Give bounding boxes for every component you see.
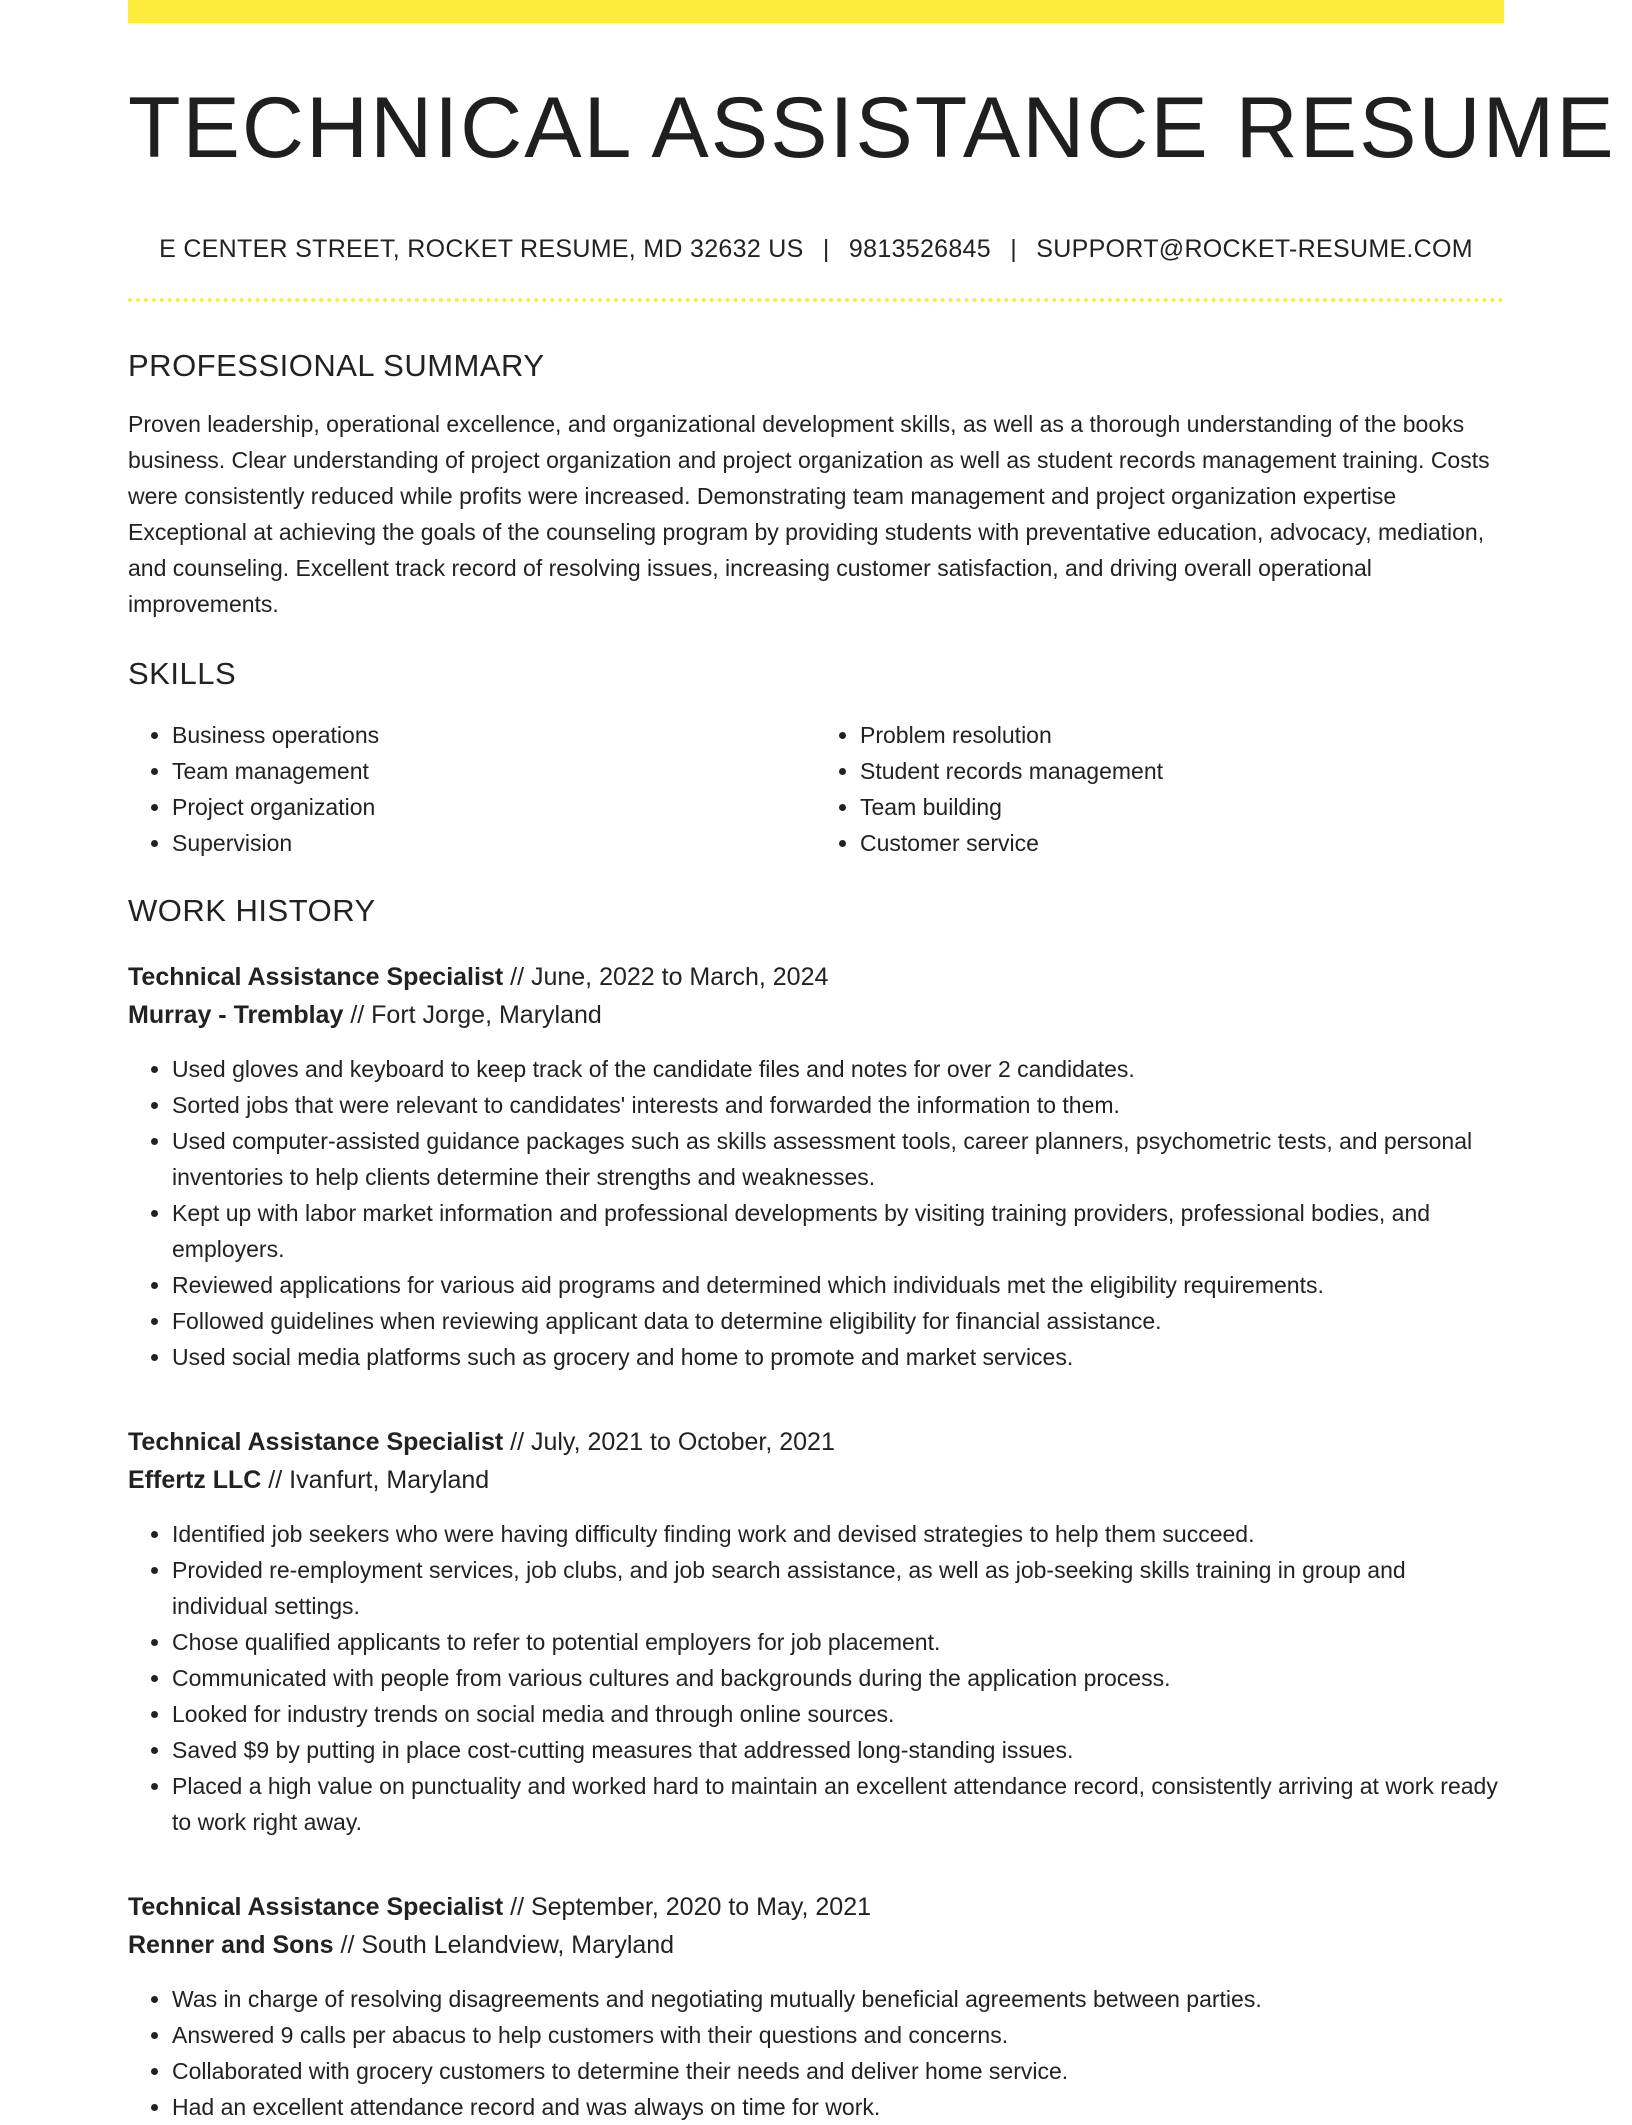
job-entry [128,958,1504,1375]
contact-separator: | [822,235,830,263]
job-bullet: • Was in charge of resolving disagreements and negotiating mutually beneficial agreements between parties. [172,1981,1504,2017]
job-entry [128,1888,1504,2125]
summary-heading: PROFESSIONAL SUMMARY [128,348,545,383]
skill-item: • Supervision [172,825,816,861]
job-title: Technical Assistance Specialist [128,1427,504,1456]
skill-item: • Problem resolution [860,717,1504,753]
work-history-heading: WORK HISTORY [128,893,376,929]
job-entry [128,1423,1504,1840]
contact-phone: 9813526845 [848,235,991,263]
job-bullet: • Provided re-employment services, job clubs, and job search assistance, as well as job-seeking skills training in group and individual settings. [172,1552,1504,1624]
job-bullet: • Kept up with labor market information and professional developments by visiting training providers, professional bodies, and employers. [172,1195,1504,1267]
job-bullet: • Chose qualified applicants to refer to potential employers for job placement. [172,1624,1504,1660]
job-title: Technical Assistance Specialist [128,1892,504,1921]
job-company-line [128,996,1504,1034]
summary-text: Proven leadership, operational excellence, and organizational development skills, as well as a thorough understanding of the books business. Clear understanding of project organization and project organization as well as student records management training. Costs were consistently reduced while profits were increased. Demonstrating team management and project organization expertise Exceptional at achieving the goals of the counseling program by providing students with preventative education, advocacy, mediation, and counseling. Excellent track record of resolving issues, increasing customer satisfaction, and driving overall operational improvements. [128,411,1490,618]
job-title-line [128,1888,1504,1926]
job-bullet: • Had an excellent attendance record and was always on time for work. [172,2089,1504,2125]
job-bullets [128,1516,1504,1840]
skills-list-right [816,717,1504,861]
contact-separator: | [1010,235,1018,263]
job-bullet: • Reviewed applications for various aid programs and determined which individuals met the eligibility requirements. [172,1267,1504,1303]
job-location: // Ivanfurt, Maryland [268,1465,490,1494]
job-location: // Fort Jorge, Maryland [350,1000,602,1029]
job-bullet: • Communicated with people from various cultures and backgrounds during the application process. [172,1660,1504,1696]
skill-item: • Business operations [172,717,816,753]
skill-item: • Team management [172,753,816,789]
job-company: Renner and Sons [128,1930,334,1959]
job-dates: // June, 2022 to March, 2024 [510,962,829,991]
job-dates: // July, 2021 to October, 2021 [510,1427,835,1456]
job-bullet: • Used gloves and keyboard to keep track of the candidate files and notes for over 2 candidates. [172,1051,1504,1087]
job-company-line [128,1461,1504,1499]
skills-heading: SKILLS [128,656,237,692]
resume-page [128,0,1616,2125]
job-bullet: • Collaborated with grocery customers to determine their needs and deliver home service. [172,2053,1504,2089]
job-bullets [128,1051,1504,1375]
contact-line [128,234,1504,264]
job-title-line [128,1423,1504,1461]
job-bullet: • Followed guidelines when reviewing applicant data to determine eligibility for financial assistance. [172,1303,1504,1339]
skills-list-left [128,717,816,861]
job-title-line [128,958,1504,996]
job-location: // South Lelandview, Maryland [340,1930,675,1959]
job-company: Effertz LLC [128,1465,262,1494]
job-bullet: • Looked for industry trends on social media and through online sources. [172,1696,1504,1732]
contact-address: E CENTER STREET, ROCKET RESUME, MD 32632 US [159,235,804,263]
dotted-divider [128,298,1504,302]
skills-columns [128,717,1504,861]
job-bullet: • Sorted jobs that were relevant to candidates' interests and forwarded the information to them. [172,1087,1504,1123]
job-dates: // September, 2020 to May, 2021 [510,1892,872,1921]
skill-item: • Customer service [860,825,1504,861]
job-bullet: • Used computer-assisted guidance packages such as skills assessment tools, career planners, psychometric tests, and personal inventories to help clients determine their strengths and weaknesses. [172,1123,1504,1195]
job-bullet: • Answered 9 calls per abacus to help customers with their questions and concerns. [172,2017,1504,2053]
job-company-line [128,1926,1504,1964]
resume-title: TECHNICAL ASSISTANCE RESUME [128,80,1616,176]
job-title: Technical Assistance Specialist [128,962,504,991]
job-bullets [128,1981,1504,2125]
job-bullet: • Saved $9 by putting in place cost-cutting measures that addressed long-standing issues. [172,1732,1504,1768]
job-company: Murray - Tremblay [128,1000,344,1029]
contact-email: SUPPORT@ROCKET-RESUME.COM [1036,235,1473,263]
job-bullet: • Used social media platforms such as grocery and home to promote and market services. [172,1339,1504,1375]
skill-item: • Project organization [172,789,816,825]
job-bullet: • Placed a high value on punctuality and worked hard to maintain an excellent attendance record, consistently arriving at work ready to work right away. [172,1768,1504,1840]
job-bullet: • Identified job seekers who were having difficulty finding work and devised strategies to help them succeed. [172,1516,1504,1552]
accent-bar [128,0,1504,23]
skill-item: • Student records management [860,753,1504,789]
skill-item: • Team building [860,789,1504,825]
